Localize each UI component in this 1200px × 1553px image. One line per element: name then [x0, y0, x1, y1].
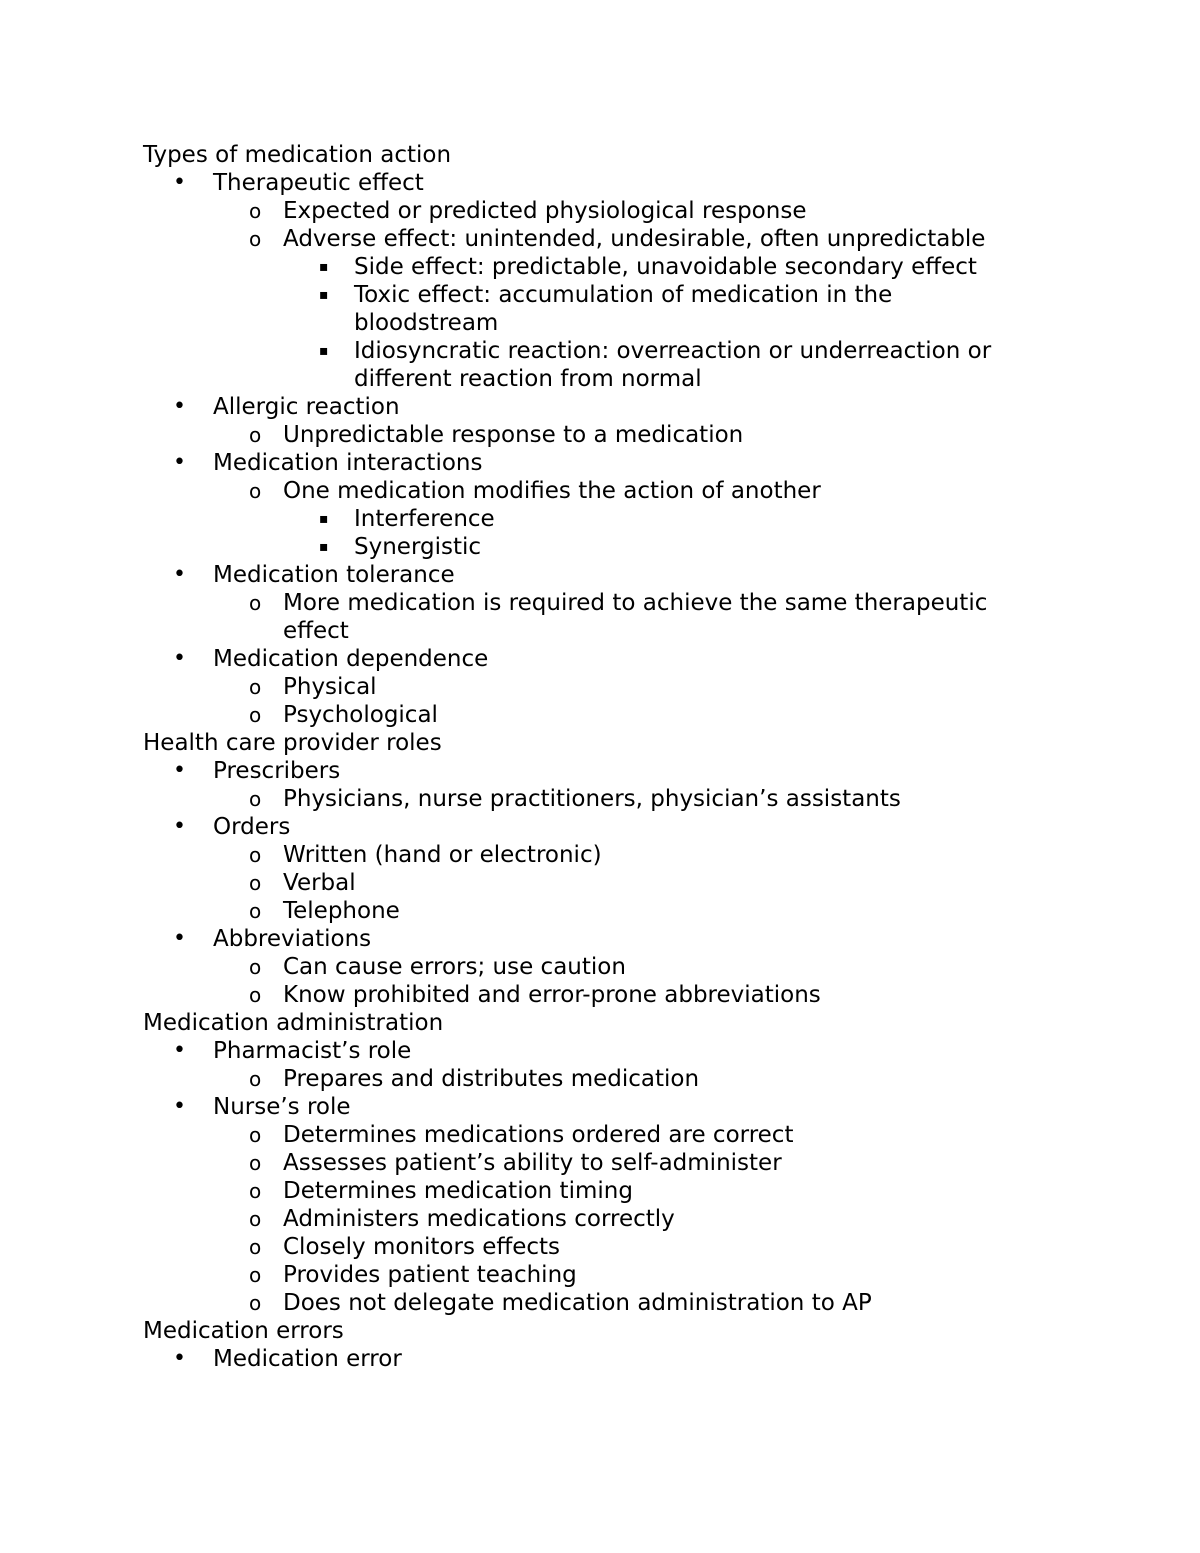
- sub-bullet-marker: o: [249, 1235, 262, 1259]
- bullet-text: Medication error: [213, 1346, 402, 1372]
- sub-bullet-marker: o: [249, 899, 262, 923]
- sub-bullet-item: [143, 673, 1023, 701]
- sub-bullet-item: [143, 1233, 1023, 1261]
- bullet-text: Medication tolerance: [213, 562, 455, 588]
- sub-bullet-item: [143, 197, 1023, 225]
- sub-bullet-item: [143, 1289, 1023, 1317]
- sub-bullet-item: [143, 421, 1023, 449]
- sub-bullet-text: Telephone: [283, 898, 400, 924]
- sub-bullet-text: Administers medications correctly: [283, 1206, 675, 1232]
- sub-bullet-text: Closely monitors effects: [283, 1234, 561, 1260]
- sub-bullet-marker: o: [249, 1263, 262, 1287]
- bullet-marker: •: [173, 170, 186, 195]
- sub-bullet-marker: o: [249, 955, 262, 979]
- sub-sub-bullet-item: [143, 533, 1023, 561]
- bullet-marker: •: [173, 450, 186, 475]
- sub-bullet-item: [143, 1121, 1023, 1149]
- sub-bullet-item: [143, 589, 1013, 645]
- sub-bullet-item: [143, 477, 1023, 505]
- bullet-text: Prescribers: [213, 758, 341, 784]
- sub-bullet-marker: o: [249, 787, 262, 811]
- sub-sub-bullet-item: [143, 505, 1023, 533]
- bullet-text: Therapeutic effect: [213, 170, 424, 196]
- sub-sub-bullet-text: Side effect: predictable, unavoidable secondary effect: [354, 254, 977, 280]
- bullet-text: Medication interactions: [213, 450, 483, 476]
- section-heading: Medication administration: [143, 1010, 444, 1036]
- section-heading: Types of medication action: [143, 142, 452, 168]
- sub-bullet-text: Prepares and distributes medication: [283, 1066, 700, 1092]
- sub-bullet-marker: o: [249, 1123, 262, 1147]
- sub-bullet-item: [143, 1177, 1023, 1205]
- sub-bullet-marker: o: [249, 871, 262, 895]
- sub-bullet-text: Determines medication timing: [283, 1178, 633, 1204]
- sub-bullet-marker: o: [249, 591, 262, 615]
- bullet-item: [143, 169, 1023, 197]
- bullet-marker: •: [173, 394, 186, 419]
- square-bullet-marker: ▪: [319, 287, 329, 303]
- sub-bullet-text: Physicians, nurse practitioners, physician’s assistants: [283, 786, 901, 812]
- bullet-text: Nurse’s role: [213, 1094, 351, 1120]
- sub-sub-bullet-item: [143, 337, 1014, 393]
- bullet-item: [143, 645, 1023, 673]
- sub-bullet-text: Verbal: [283, 870, 356, 896]
- bullet-item: [143, 757, 1023, 785]
- square-bullet-marker: ▪: [319, 259, 329, 275]
- sub-sub-bullet-text: Synergistic: [354, 534, 482, 560]
- sub-bullet-item: [143, 785, 1023, 813]
- sub-bullet-text: Adverse effect: unintended, undesirable, often unpredictable: [283, 226, 986, 252]
- bullet-marker: •: [173, 814, 186, 839]
- sub-bullet-text: More medication is required to achieve the same therapeutic effect: [283, 590, 988, 644]
- bullet-item: [143, 925, 1023, 953]
- sub-bullet-marker: o: [249, 1151, 262, 1175]
- sub-sub-bullet-text: Idiosyncratic reaction: overreaction or underreaction or different reaction from normal: [354, 338, 992, 392]
- sub-bullet-item: [143, 869, 1023, 897]
- bullet-marker: •: [173, 1346, 186, 1371]
- sub-bullet-marker: o: [249, 1207, 262, 1231]
- sub-bullet-text: Written (hand or electronic): [283, 842, 602, 868]
- bullet-item: [143, 449, 1023, 477]
- sub-bullet-item: [143, 981, 1023, 1009]
- bullet-item: [143, 1093, 1023, 1121]
- section-heading: Health care provider roles: [143, 730, 442, 756]
- sub-sub-bullet-text: Toxic effect: accumulation of medication in the bloodstream: [354, 282, 893, 336]
- sub-bullet-item: [143, 701, 1023, 729]
- sub-sub-bullet-item: [143, 281, 1014, 337]
- sub-bullet-marker: o: [249, 983, 262, 1007]
- bullet-marker: •: [173, 758, 186, 783]
- sub-sub-bullet-item: [143, 253, 1023, 281]
- sub-bullet-item: [143, 897, 1023, 925]
- sub-bullet-item: [143, 841, 1023, 869]
- sub-bullet-marker: o: [249, 703, 262, 727]
- sub-bullet-text: Determines medications ordered are correct: [283, 1122, 794, 1148]
- sub-bullet-marker: o: [249, 843, 262, 867]
- bullet-marker: •: [173, 926, 186, 951]
- sub-bullet-marker: o: [249, 1067, 262, 1091]
- bullet-text: Medication dependence: [213, 646, 489, 672]
- bullet-marker: •: [173, 562, 186, 587]
- sub-bullet-text: One medication modifies the action of another: [283, 478, 821, 504]
- bullet-text: Abbreviations: [213, 926, 372, 952]
- bullet-marker: •: [173, 1094, 186, 1119]
- bullet-item: [143, 561, 1023, 589]
- square-bullet-marker: ▪: [319, 511, 329, 527]
- sub-bullet-marker: o: [249, 199, 262, 223]
- sub-bullet-item: [143, 1065, 1023, 1093]
- sub-bullet-marker: o: [249, 1179, 262, 1203]
- bullet-marker: •: [173, 646, 186, 671]
- sub-bullet-item: [143, 1205, 1023, 1233]
- sub-bullet-text: Can cause errors; use caution: [283, 954, 626, 980]
- sub-bullet-text: Expected or predicted physiological response: [283, 198, 807, 224]
- sub-bullet-text: Unpredictable response to a medication: [283, 422, 744, 448]
- sub-bullet-item: [143, 225, 1023, 253]
- sub-bullet-item: [143, 1149, 1023, 1177]
- bullet-item: [143, 1037, 1023, 1065]
- bullet-item: [143, 1345, 1023, 1373]
- section-heading: Medication errors: [143, 1318, 344, 1344]
- bullet-item: [143, 393, 1023, 421]
- sub-bullet-text: Does not delegate medication administration to AP: [283, 1290, 872, 1316]
- square-bullet-marker: ▪: [319, 539, 329, 555]
- sub-bullet-marker: o: [249, 227, 262, 251]
- sub-bullet-text: Provides patient teaching: [283, 1262, 577, 1288]
- sub-bullet-text: Psychological: [283, 702, 438, 728]
- outline: [143, 141, 1023, 1373]
- bullet-marker: •: [173, 1038, 186, 1063]
- sub-bullet-marker: o: [249, 479, 262, 503]
- sub-bullet-marker: o: [249, 423, 262, 447]
- sub-bullet-marker: o: [249, 675, 262, 699]
- bullet-text: Pharmacist’s role: [213, 1038, 412, 1064]
- sub-bullet-text: Know prohibited and error-prone abbreviations: [283, 982, 821, 1008]
- bullet-item: [143, 813, 1023, 841]
- square-bullet-marker: ▪: [319, 343, 329, 359]
- sub-bullet-text: Assesses patient’s ability to self-administer: [283, 1150, 782, 1176]
- bullet-text: Allergic reaction: [213, 394, 400, 420]
- sub-bullet-item: [143, 1261, 1023, 1289]
- sub-bullet-text: Physical: [283, 674, 377, 700]
- sub-bullet-item: [143, 953, 1023, 981]
- sub-bullet-marker: o: [249, 1291, 262, 1315]
- sub-sub-bullet-text: Interference: [354, 506, 495, 532]
- bullet-text: Orders: [213, 814, 291, 840]
